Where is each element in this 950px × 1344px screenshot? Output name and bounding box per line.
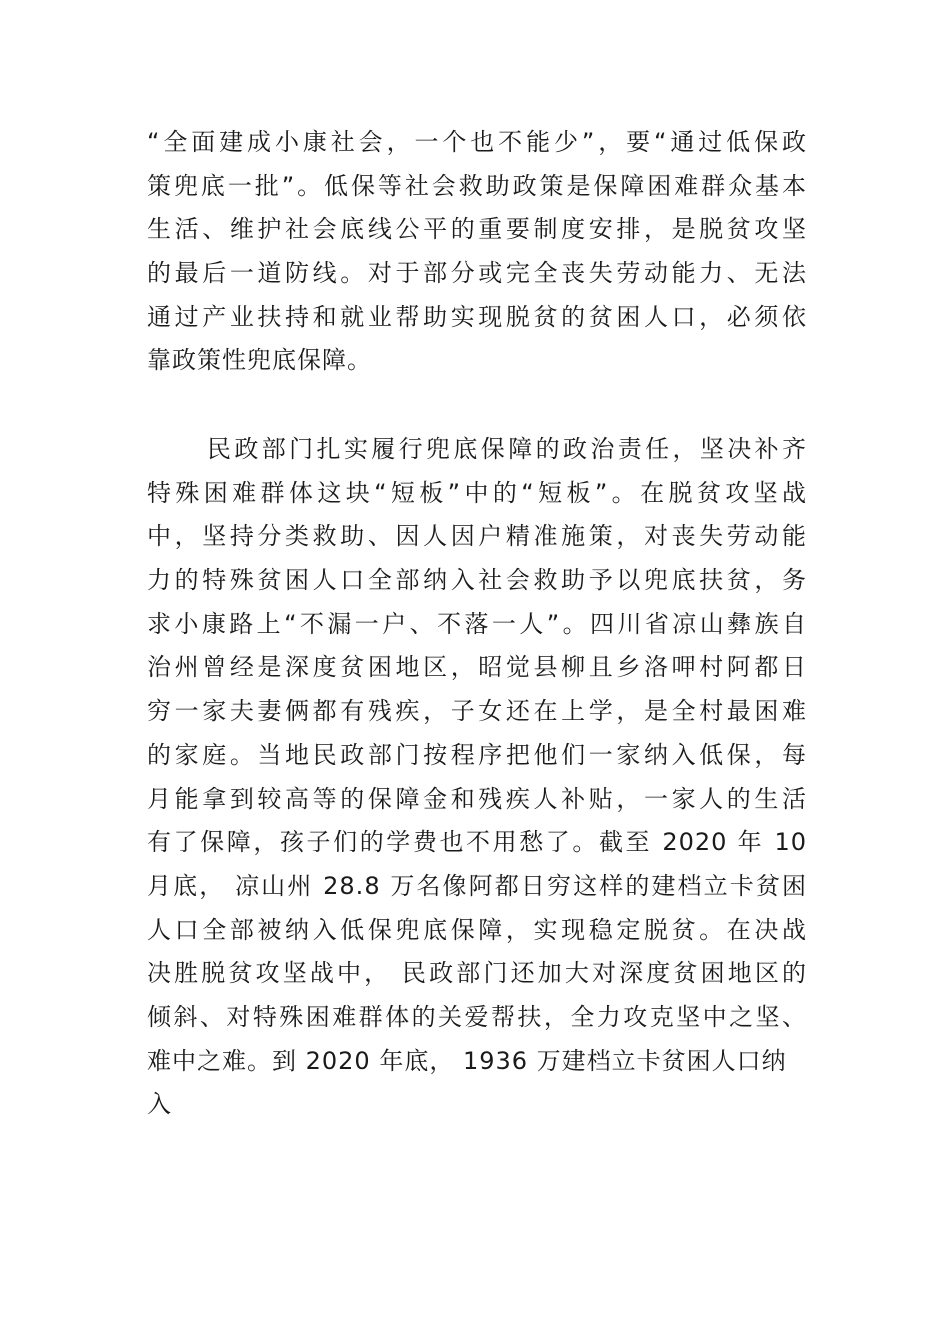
paragraph-line: 靠政策性兜底保障。 [147,346,372,375]
paragraph-line: 求小康路上“不漏一户、不落一人”。四川省凉山彝族自 [147,609,807,638]
paragraph-line: 决胜脱贫攻坚战中， 民政部门还加大对深度贫困地区的 [147,959,807,988]
paragraph-line: 倾斜、对特殊困难群体的关爱帮扶，全力攻克坚中之坚、 [147,1002,807,1031]
paragraph-line: 中，坚持分类救助、因人因户精准施策，对丧失劳动能 [147,522,807,551]
paragraph-line: 通过产业扶持和就业帮助实现脱贫的贫困人口，必须依 [147,302,807,331]
paragraph-line: 生活、维护社会底线公平的重要制度安排，是脱贫攻坚 [147,215,807,244]
paragraph-line: 有了保障，孩子们的学费也不用愁了。截至 2020 年 10 [147,828,807,857]
paragraph-line: 月能拿到较高等的保障金和残疾人补贴，一家人的生活 [147,784,807,813]
paragraph-line: 入 [147,1090,172,1119]
paragraph-1 [147,121,807,383]
paragraph-line: 民政部门扎实履行兜底保障的政治责任，坚决补齐 [207,435,807,463]
paragraph-line: 的最后一道防线。对于部分或完全丧失劳动能力、无法 [147,259,807,288]
paragraph-line: “全面建成小康社会，一个也不能少”，要“通过低保政 [147,128,807,156]
paragraph-line: 穷一家夫妻俩都有残疾，子女还在上学，是全村最困难 [147,697,807,726]
paragraph-line: 特殊困难群体这块“短板”中的“短板”。在脱贫攻坚战 [147,478,807,507]
paragraph-line: 月底， 凉山州 28.8 万名像阿都日穷这样的建档立卡贫困 [147,871,807,900]
paragraph-line: 的家庭。当地民政部门按程序把他们一家纳入低保，每 [147,740,807,769]
paragraph-2 [147,428,807,1127]
paragraph-line: 治州曾经是深度贫困地区，昭觉县柳且乡洛呷村阿都日 [147,653,807,682]
paragraph-line: 难中之难。到 2020 年底， 1936 万建档立卡贫困人口纳 [147,1046,787,1075]
paragraph-line: 力的特殊贫困人口全部纳入社会救助予以兜底扶贫，务 [147,566,807,595]
paragraph-line: 策兜底一批”。低保等社会救助政策是保障困难群众基本 [147,171,807,200]
paragraph-line: 人口全部被纳入低保兜底保障，实现稳定脱贫。在决战 [147,915,807,944]
